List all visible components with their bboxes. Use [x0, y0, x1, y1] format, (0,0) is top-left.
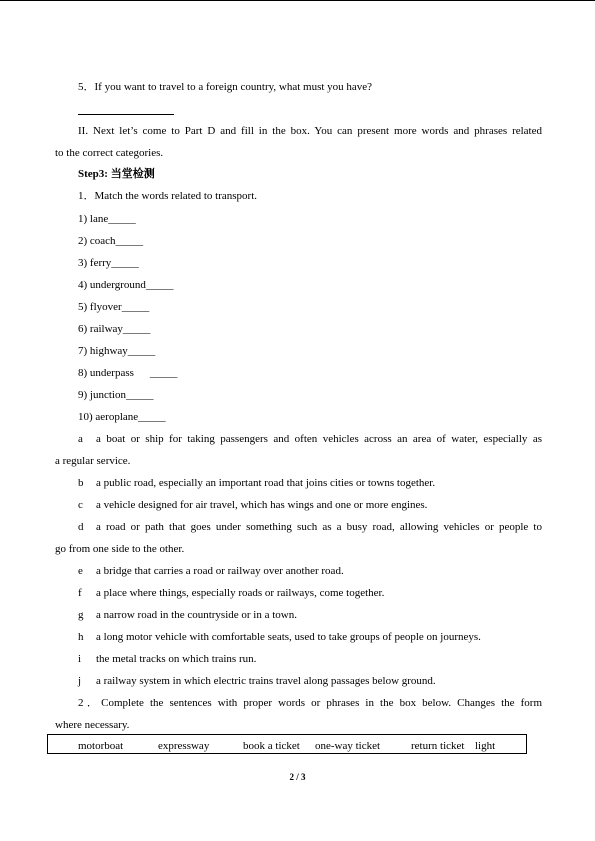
question-5: 5．If you want to travel to a foreign country, what must you have?: [78, 81, 373, 93]
word-item: [78, 388, 153, 402]
answer-blank[interactable]: _____: [145, 279, 174, 291]
task1-instruction: 1．Match the words related to transport.: [78, 190, 258, 202]
word-item: [78, 344, 155, 358]
word-box: [47, 734, 527, 754]
definition-text: a public road, especially an important road that joins cities or towns together.: [96, 477, 436, 489]
word-label: 5) flyover: [78, 301, 122, 313]
word-label: 8) underpass: [78, 367, 134, 379]
answer-blank[interactable]: _____: [111, 257, 139, 269]
definition-text: a narrow road in the countryside or in a town.: [96, 609, 297, 621]
box-word: return ticket: [411, 740, 465, 752]
definition-letter: c: [78, 499, 83, 511]
top-border-line: [0, 0, 595, 1]
definition-letter: d: [78, 521, 84, 533]
answer-blank[interactable]: _____: [125, 389, 154, 401]
definition-text: a long motor vehicle with comfortable seats, used to take groups of people on journeys.: [96, 631, 481, 643]
part2-instruction-line1: II. Next let’s come to Part D and fill in the box. You can present more words and phrases related: [78, 125, 542, 137]
answer-blank[interactable]: _____: [121, 301, 150, 313]
answer-blank[interactable]: _____: [115, 235, 144, 247]
definition-letter: i: [78, 653, 82, 665]
word-item: [78, 410, 166, 424]
answer-line-q5[interactable]: [78, 104, 174, 115]
definition-text: the metal tracks on which trains run.: [96, 653, 257, 665]
word-label: 3) ferry: [78, 257, 112, 269]
word-label: 2) coach: [78, 235, 116, 247]
definition-text: a bridge that carries a road or railway over another road.: [96, 565, 344, 577]
word-item: [78, 366, 177, 380]
part2-instruction-line2: to the correct categories.: [55, 147, 164, 159]
page-number: 2 / 3: [289, 772, 306, 782]
task2-instruction-line1: 2．Complete the sentences with proper words or phrases in the box below. Changes the form: [78, 697, 542, 709]
word-label: 1) lane: [78, 213, 109, 225]
answer-blank[interactable]: _____: [138, 411, 166, 423]
definition-letter: g: [78, 609, 84, 621]
step3-label: Step3:: [78, 168, 108, 180]
answer-blank[interactable]: _____: [108, 213, 136, 225]
definition-letter: e: [78, 565, 83, 577]
definition-text-continued: go from one side to the other.: [55, 543, 185, 555]
word-label: 9) junction: [78, 389, 126, 401]
box-word: expressway: [158, 740, 210, 752]
box-word: motorboat: [78, 740, 124, 752]
task2-instruction-line2: where necessary.: [55, 719, 130, 731]
definition-text-continued: a regular service.: [55, 455, 131, 467]
step3-heading: [78, 167, 155, 181]
box-word: book a ticket: [243, 740, 300, 752]
definition-letter: a: [78, 433, 83, 445]
answer-blank[interactable]: _____: [122, 323, 151, 335]
word-item: [78, 300, 149, 314]
word-item: [78, 234, 143, 248]
definition-text: a railway system in which electric trains travel along passages below ground.: [96, 675, 436, 687]
step3-title: 当堂检测: [110, 167, 155, 180]
word-item: [78, 256, 139, 270]
definition-letter: b: [78, 477, 84, 489]
answer-blank[interactable]: _____: [149, 367, 178, 379]
word-label: 10) aeroplane: [78, 411, 139, 423]
word-item: [78, 278, 173, 292]
word-item: [78, 322, 150, 336]
answer-blank[interactable]: _____: [127, 345, 156, 357]
word-label: 6) railway: [78, 323, 123, 335]
definition-letter: j: [78, 675, 82, 687]
definition-text: a boat or ship for taking passengers and often vehicles across an area of water, especially as: [96, 433, 542, 445]
definition-letter: h: [78, 631, 84, 643]
word-label: 7) highway: [78, 345, 128, 357]
word-item: [78, 212, 136, 226]
box-word: light: [475, 740, 496, 752]
definition-text: a road or path that goes under something such as a busy road, allowing vehicles or people to: [96, 521, 542, 533]
word-label: 4) underground: [78, 279, 146, 291]
box-word: one-way ticket: [315, 740, 381, 752]
definition-text: a place where things, especially roads or railways, come together.: [96, 587, 385, 599]
definition-text: a vehicle designed for air travel, which has wings and one or more engines.: [96, 499, 428, 511]
definition-letter: f: [78, 587, 82, 599]
